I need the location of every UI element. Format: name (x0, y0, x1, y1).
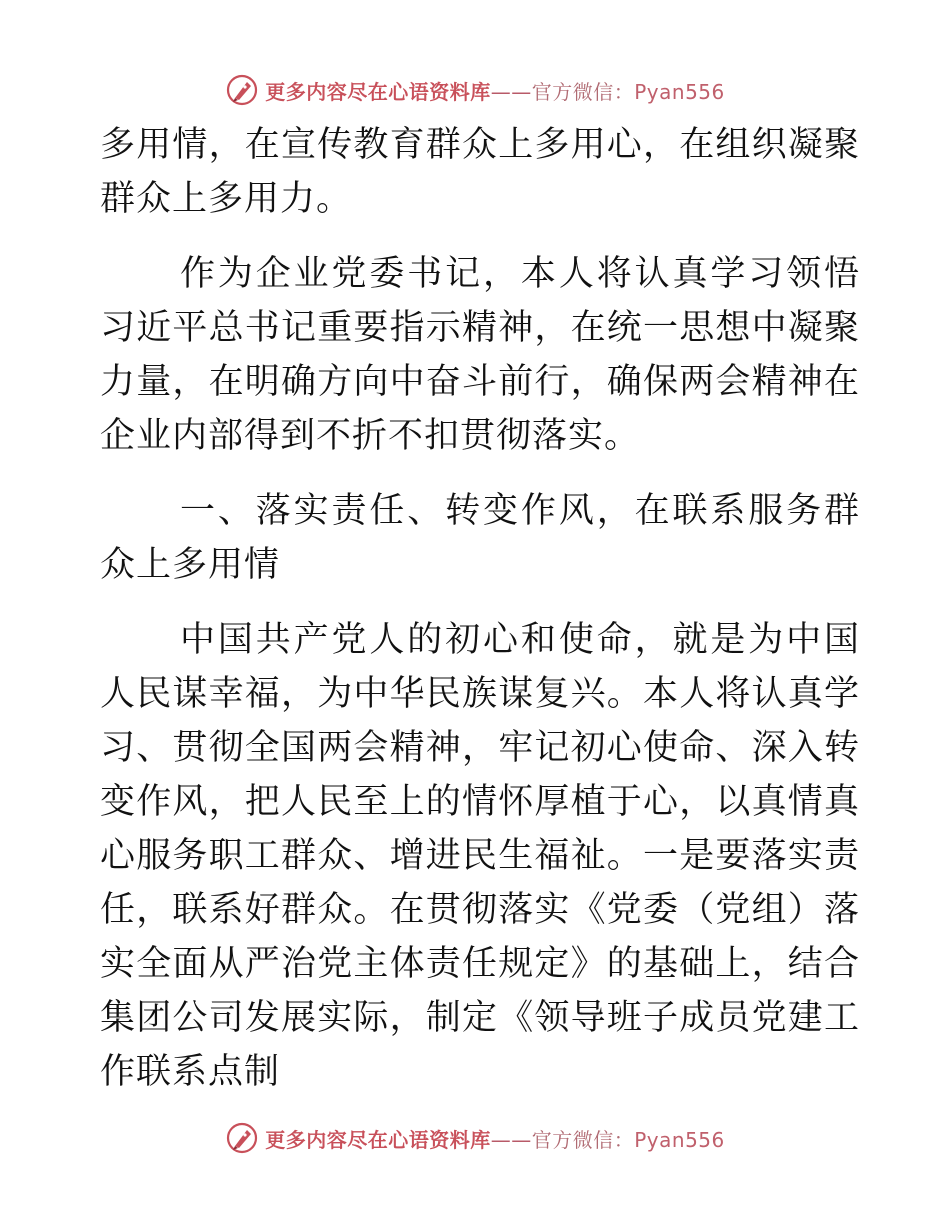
banner-text (265, 76, 725, 105)
document-body (100, 118, 860, 1120)
pen-nib-logo-icon (225, 73, 259, 107)
paragraph-intro: 作为企业党委书记，本人将认真学习领悟习近平总书记重要指示精神，在统一思想中凝聚力量，在明确方向中奋斗前行，确保两会精神在企业内部得到不折不扣贯彻落实。 (100, 254, 860, 456)
banner-main-text: 更多内容尽在心语资料库 (265, 79, 491, 104)
banner-wechat-id: Pyan556 (634, 1127, 725, 1152)
paragraph-body: 中国共产党人的初心和使命，就是为中国人民谋幸福，为中华民族谋复兴。本人将认真学习、贯彻全国两会精神，牢记初心使命、深入转变作风，把人民至上的情怀厚植于心，以真情真心服务职工群众、增进民生福祉。一是要落实责任，联系好群众。在贯彻落实《党委（党组）落实全面从严治党主体责任规定》的基础上，结合集团公司发展实际，制定《领导班子成员党建工作联系点制 (100, 620, 860, 1092)
footer-watermark-banner (0, 1116, 950, 1160)
pen-nib-logo-icon (225, 1121, 259, 1155)
banner-official-label: 官方微信： (531, 79, 635, 104)
banner-separator: —— (490, 1127, 532, 1152)
banner-text (265, 1124, 725, 1153)
header-watermark-banner (0, 68, 950, 112)
paragraph-continuation: 多用情，在宣传教育群众上多用心，在组织凝聚群众上多用力。 (100, 125, 860, 219)
banner-main-text: 更多内容尽在心语资料库 (265, 1127, 491, 1152)
section-heading: 一、落实责任、转变作风，在联系服务群众上多用情 (100, 491, 860, 585)
banner-official-label: 官方微信： (531, 1127, 635, 1152)
banner-wechat-id: Pyan556 (634, 79, 725, 104)
banner-separator: —— (490, 79, 532, 104)
